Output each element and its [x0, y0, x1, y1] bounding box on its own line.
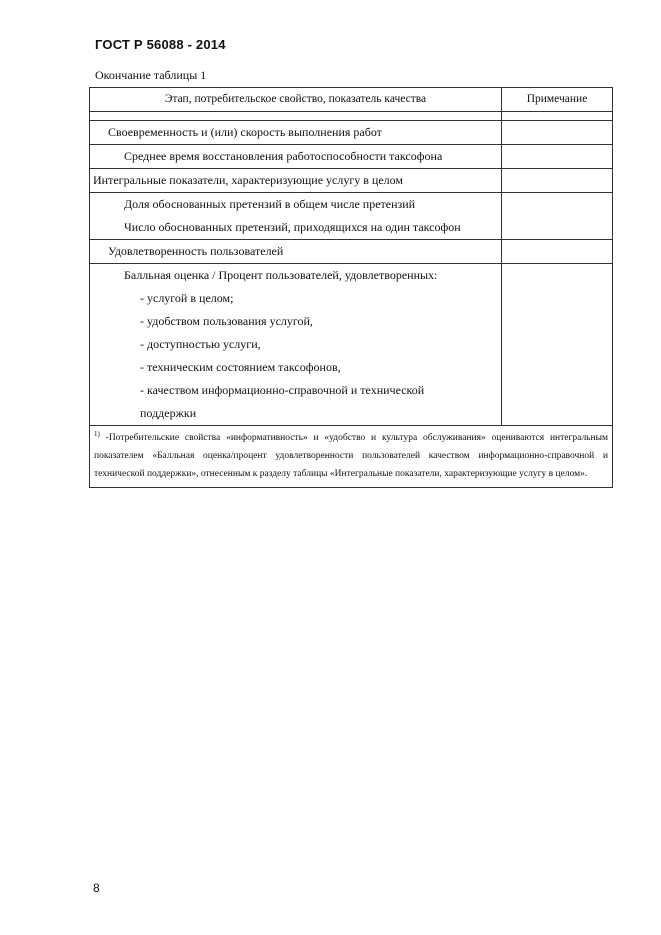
footnote-cell [90, 426, 613, 488]
table-cell [90, 193, 502, 240]
list-item: - техническим состоянием таксофонов, [140, 360, 341, 374]
row-user-satisfaction: Удовлетворенность пользователей [108, 244, 284, 258]
table-cell [90, 121, 502, 145]
table-cell [90, 264, 502, 426]
list-item: - доступностью услуги, [140, 337, 261, 351]
note-cell [502, 193, 613, 240]
table-row [90, 121, 613, 145]
list-item: - качеством информационно-справочной и технической поддержки [140, 383, 425, 420]
document-id: ГОСТ Р 56088 - 2014 [95, 37, 226, 52]
table-caption: Окончание таблицы 1 [95, 68, 207, 82]
table-cell [90, 169, 502, 193]
table-cell [90, 240, 502, 264]
note-cell [502, 264, 613, 426]
spacer-cell [502, 112, 613, 121]
note-cell [502, 145, 613, 169]
spacer-cell [90, 112, 502, 121]
table-row [90, 240, 613, 264]
list-item: - удобством пользования услугой, [140, 314, 313, 328]
footnote-marker: 1) [94, 430, 100, 438]
row-valid-claims-per-payphone: Число обоснованных претензий, приходящихся на один таксофон [124, 220, 461, 234]
note-cell [502, 121, 613, 145]
row-recovery-time: Среднее время восстановления работоспособности таксофона [124, 149, 443, 163]
table-row [90, 264, 613, 426]
row-valid-claims-share: Доля обоснованных претензий в общем числе претензий [124, 197, 416, 211]
row-score-title: Балльная оценка / Процент пользователей, удовлетворенных: [124, 268, 438, 282]
table-spacer-row [90, 112, 613, 121]
table-row [90, 193, 613, 240]
note-cell [502, 169, 613, 193]
table-header-row [90, 88, 613, 112]
table-row [90, 145, 613, 169]
page-number: 8 [93, 881, 100, 895]
column-header-stage: Этап, потребительское свойство, показатель качества [90, 88, 502, 112]
table-cell [90, 145, 502, 169]
note-cell [502, 240, 613, 264]
footnote-text: -Потребительские свойства «информативность» и «удобство и культура обслуживания» оцениваются интегральным показателем «Балльная оценка/процент удовлетворенности пользователей качеством информационно-справочной и технической поддержки», отнесенным к разделу таблицы «Интегральные показатели, характеризующие услугу в целом». [94, 433, 608, 479]
quality-table [89, 87, 613, 488]
footnote-row [90, 426, 613, 488]
row-integral-indicators: Интегральные показатели, характеризующие услугу в целом [93, 173, 404, 187]
table-row [90, 169, 613, 193]
row-timeliness: Своевременность и (или) скорость выполнения работ [108, 125, 382, 139]
list-item: - услугой в целом; [140, 291, 234, 305]
column-header-note: Примечание [502, 88, 613, 112]
